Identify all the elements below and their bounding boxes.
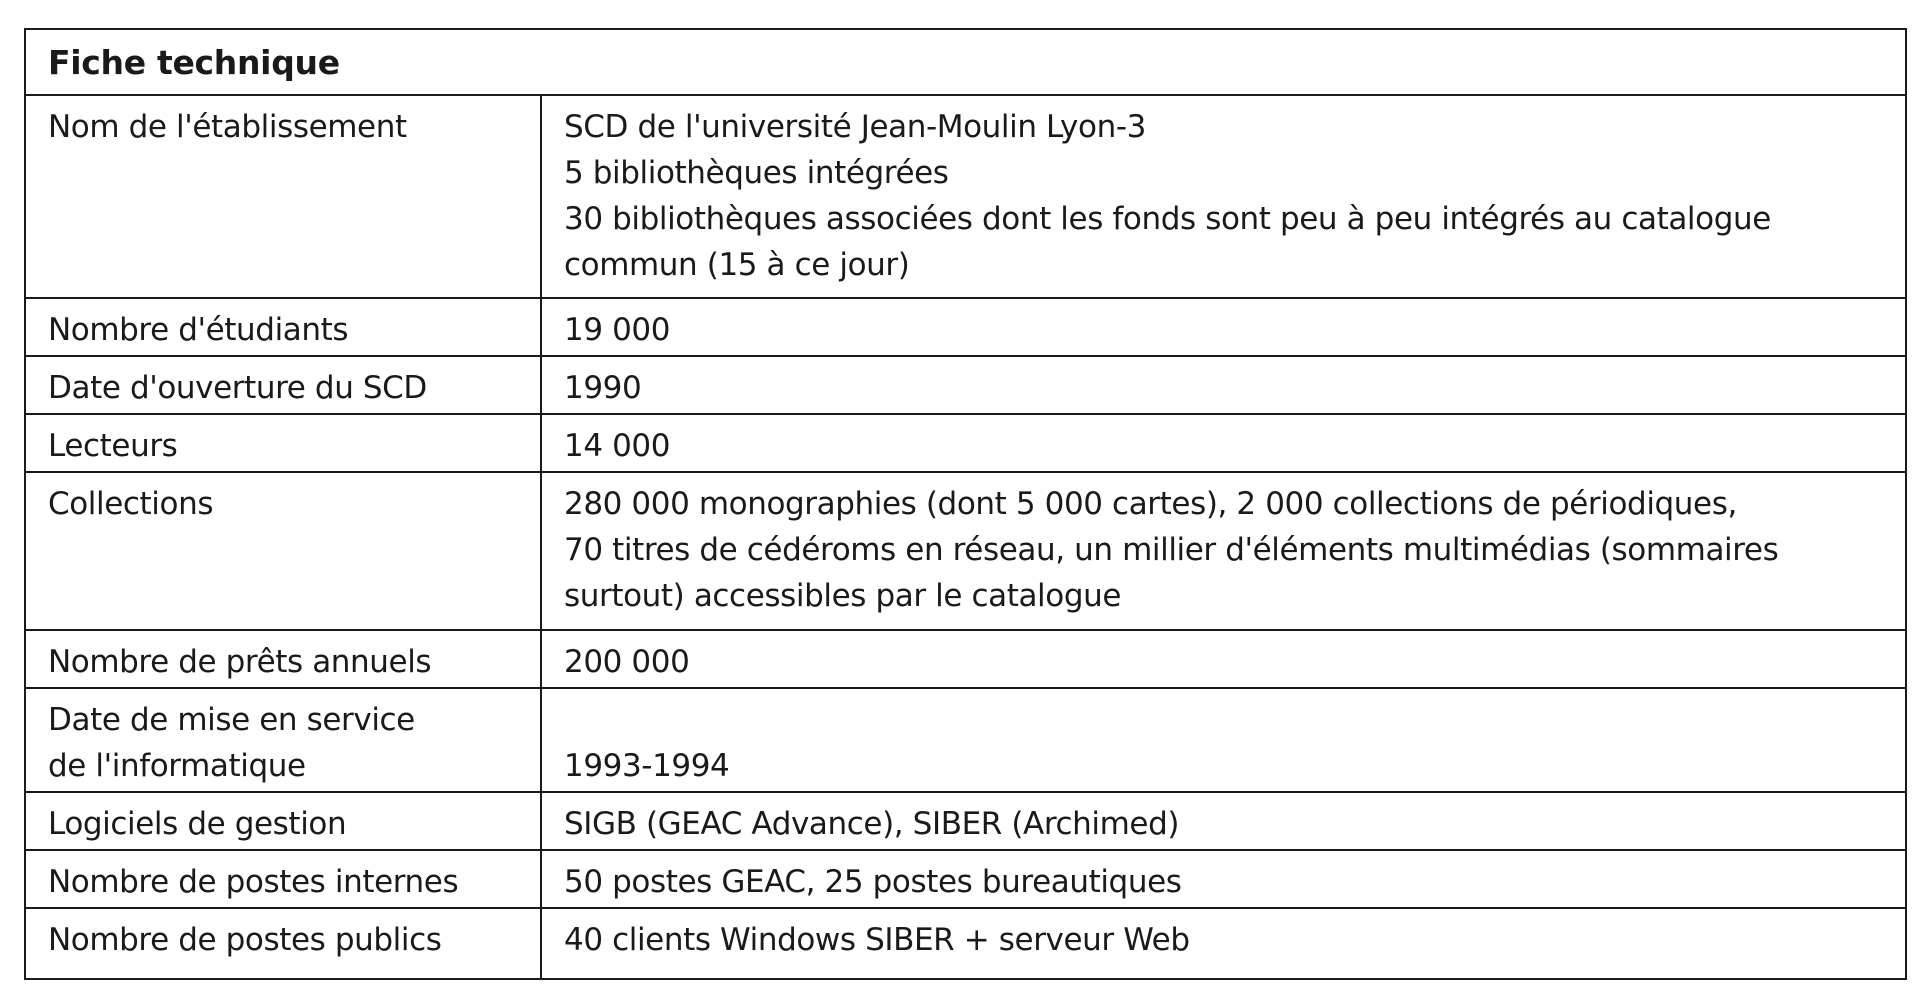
value-text: 200 000 (564, 644, 690, 680)
label-text: de l'informatique (48, 748, 306, 784)
row-value (541, 908, 1905, 978)
value-text: 70 titres de cédéroms en réseau, un millier d'éléments multimédias (sommaires (564, 532, 1779, 568)
value-text: 50 postes GEAC, 25 postes bureautiques (564, 864, 1182, 900)
table-row (26, 298, 1905, 356)
value-text: 280 000 monographies (dont 5 000 cartes), 2 000 collections de périodiques, (564, 486, 1737, 522)
value-text: SCD de l'université Jean-Moulin Lyon-3 (564, 109, 1146, 145)
row-value (541, 414, 1905, 472)
table-row (26, 688, 1905, 792)
row-label (26, 356, 541, 414)
label-text: Nombre de postes publics (48, 922, 442, 958)
table-row (26, 792, 1905, 850)
label-text: Logiciels de gestion (48, 806, 347, 842)
value-text: 19 000 (564, 312, 671, 348)
label-text: Nom de l'établissement (48, 109, 407, 145)
table-row (26, 472, 1905, 630)
value-text: 14 000 (564, 428, 671, 464)
table-title: Fiche technique (26, 30, 1905, 96)
row-value (541, 96, 1905, 298)
row-label (26, 630, 541, 688)
label-text: Nombre de prêts annuels (48, 644, 432, 680)
table-row (26, 96, 1905, 298)
value-text: 1993-1994 (564, 748, 730, 784)
table-row (26, 850, 1905, 908)
value-text: SIGB (GEAC Advance), SIBER (Archimed) (564, 806, 1180, 842)
value-text: 1990 (564, 370, 642, 406)
value-text: 40 clients Windows SIBER + serveur Web (564, 922, 1190, 958)
row-value (541, 630, 1905, 688)
row-label (26, 850, 541, 908)
row-value (541, 688, 1905, 792)
row-value (541, 850, 1905, 908)
row-value (541, 472, 1905, 630)
value-text: surtout) accessibles par le catalogue (564, 578, 1122, 614)
row-label (26, 908, 541, 978)
row-value (541, 298, 1905, 356)
row-label (26, 688, 541, 792)
table-row (26, 630, 1905, 688)
row-label (26, 792, 541, 850)
table-row (26, 356, 1905, 414)
row-value (541, 792, 1905, 850)
row-label (26, 472, 541, 630)
table-row (26, 414, 1905, 472)
data-table (26, 96, 1905, 978)
fiche-technique-table (24, 28, 1907, 980)
label-text: Nombre d'étudiants (48, 312, 349, 348)
label-text: Date de mise en service (48, 702, 415, 738)
value-text: 5 bibliothèques intégrées (564, 155, 949, 191)
value-text: 30 bibliothèques associées dont les fonds sont peu à peu intégrés au catalogue (564, 201, 1771, 237)
label-text: Collections (48, 486, 214, 522)
row-label (26, 298, 541, 356)
label-text: Lecteurs (48, 428, 178, 464)
row-label (26, 414, 541, 472)
label-text: Date d'ouverture du SCD (48, 370, 427, 406)
table-row (26, 908, 1905, 978)
row-value (541, 356, 1905, 414)
label-text: Nombre de postes internes (48, 864, 459, 900)
value-text: commun (15 à ce jour) (564, 247, 910, 283)
row-label (26, 96, 541, 298)
